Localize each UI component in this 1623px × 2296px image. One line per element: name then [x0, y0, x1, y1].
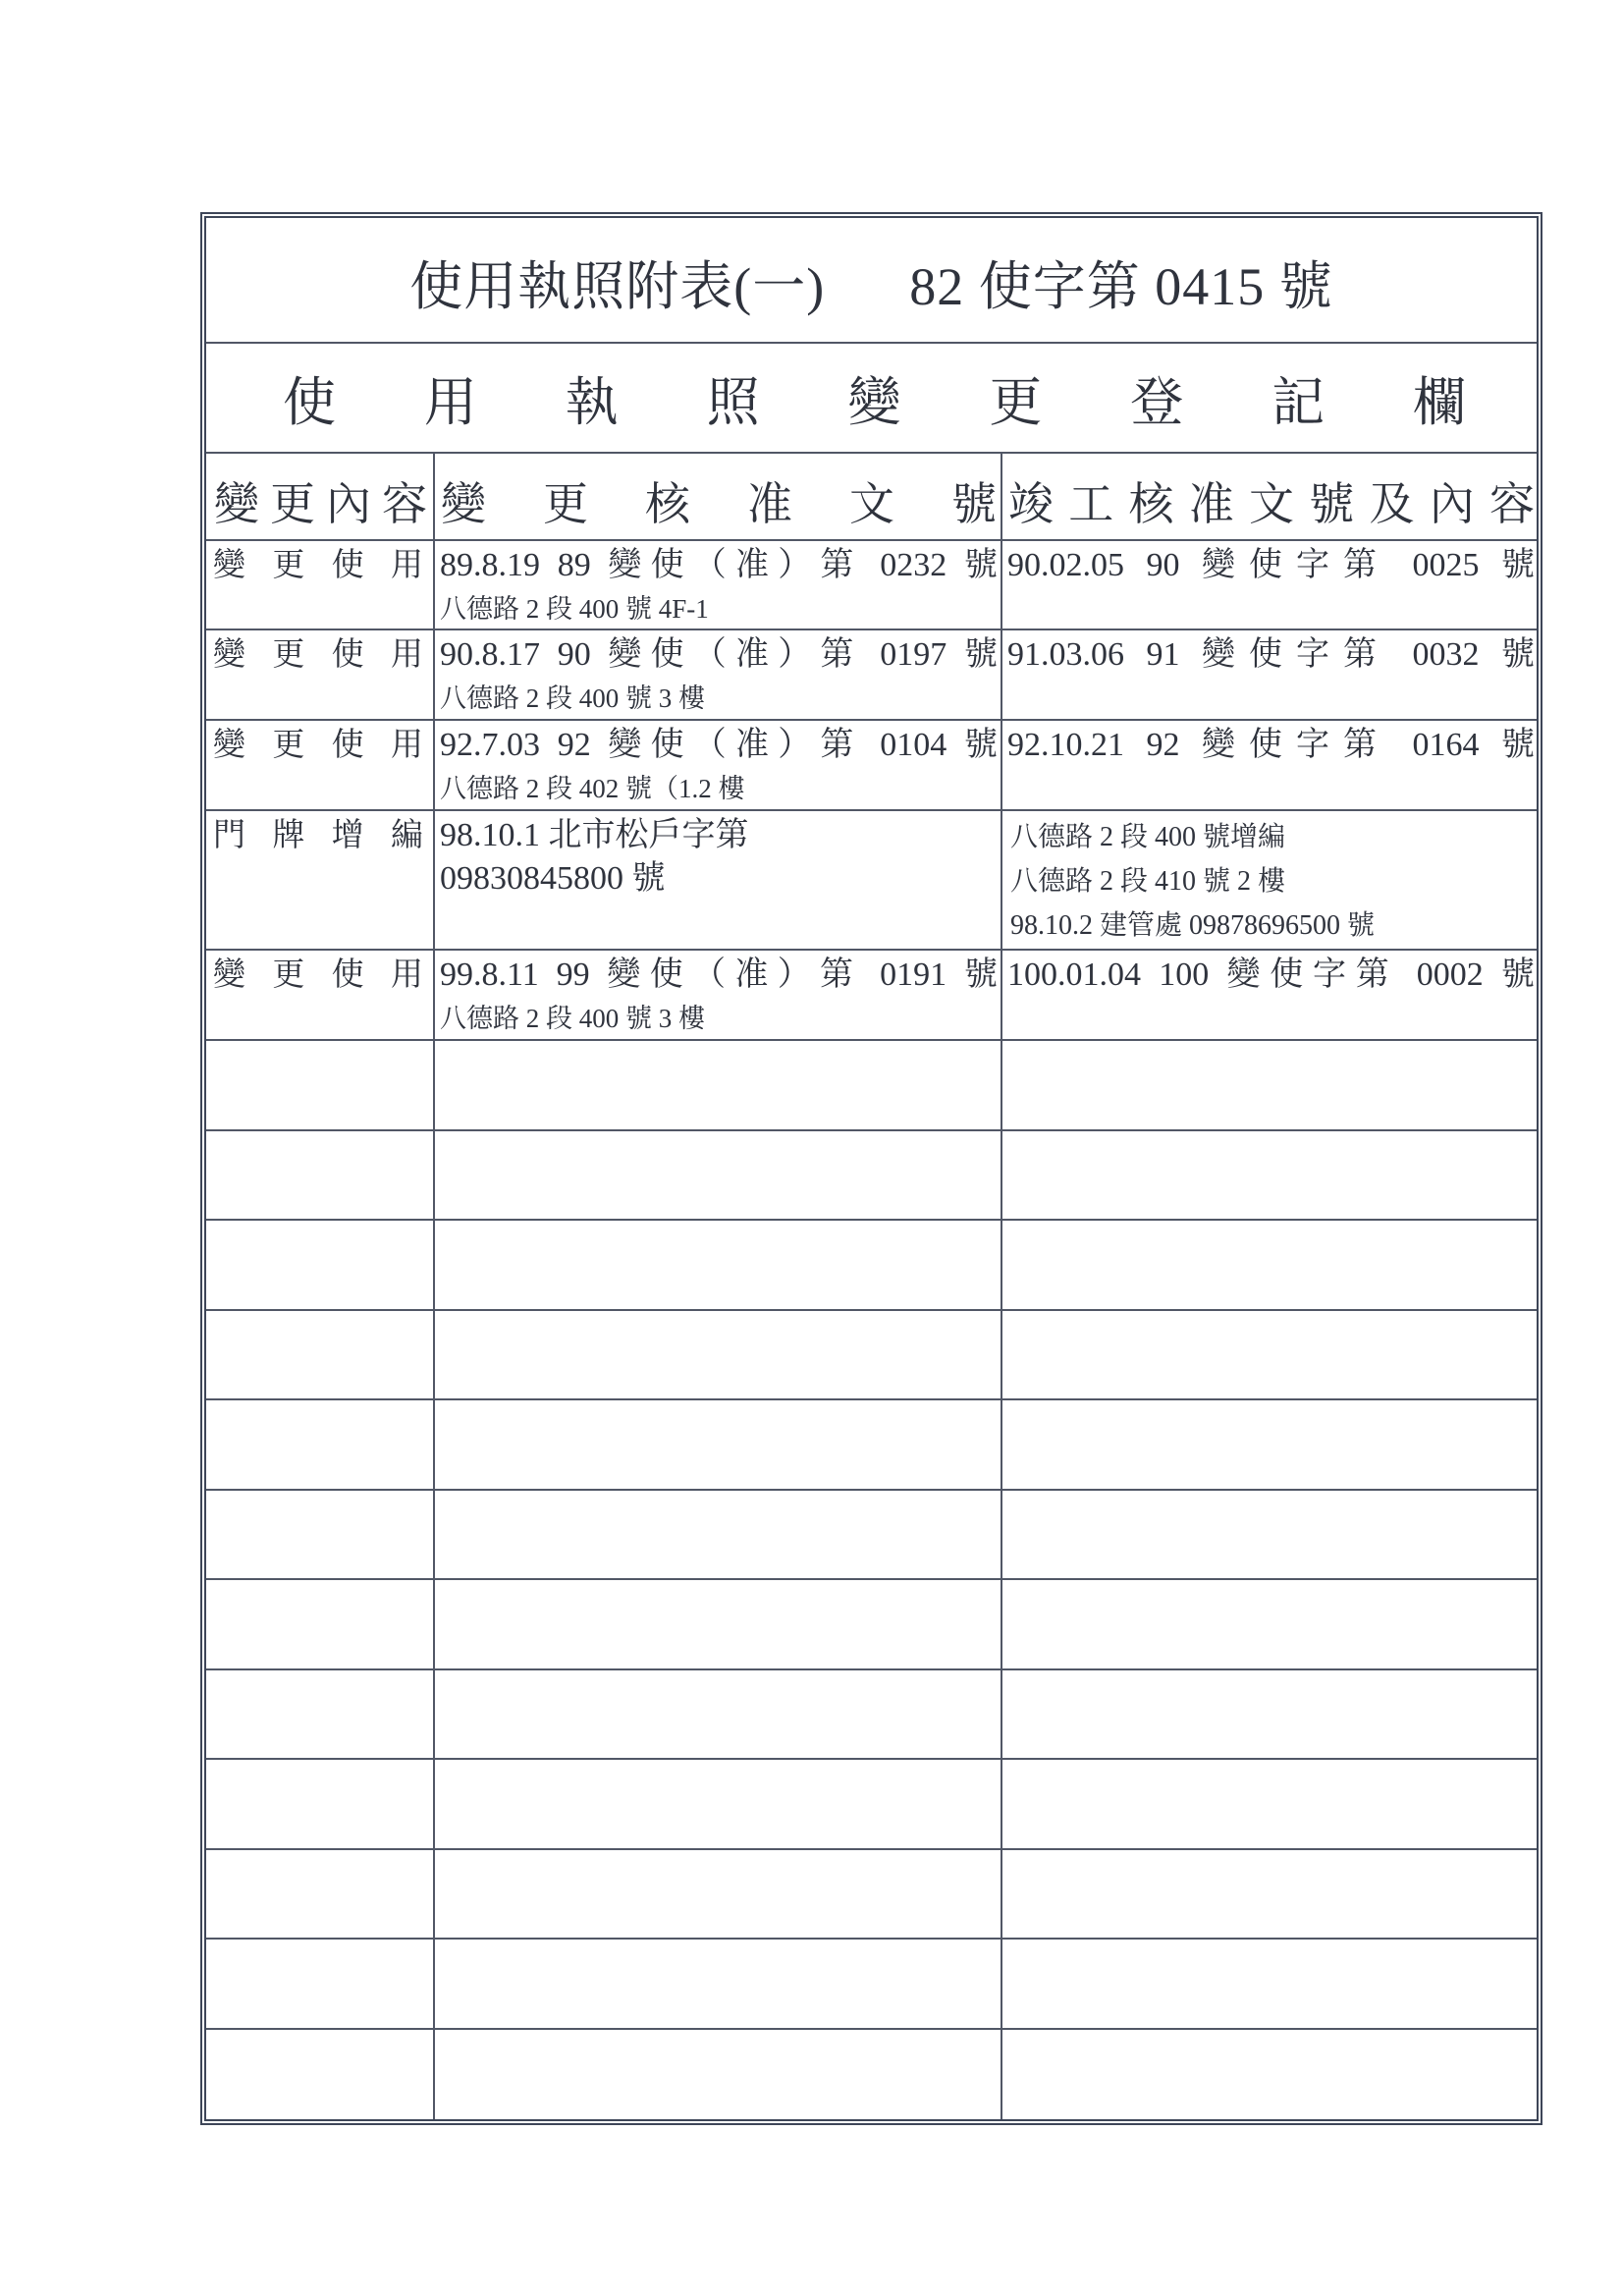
completion-number-line: 90.02.05 90 變使字第 0025 號: [1007, 547, 1535, 583]
empty-cell: [1002, 1760, 1537, 1850]
completion-cell: [1002, 721, 1537, 811]
empty-cell: [206, 1311, 435, 1401]
empty-cell: [206, 1580, 435, 1670]
completion-detail-line: 八德路 2 段 400 號增編: [1010, 822, 1286, 852]
completion-detail-line: 八德路 2 段 410 號 2 樓: [1010, 866, 1286, 897]
empty-cell: [206, 1041, 435, 1131]
change-content-cell: [206, 951, 435, 1041]
empty-cell: [206, 1491, 435, 1581]
approval-number-cell: [435, 541, 1002, 630]
empty-cell: [435, 1131, 1002, 1222]
section-heading: 使 用 執 照 變 更 登 記 欄: [283, 372, 1466, 432]
empty-cell: [206, 1850, 435, 1941]
change-content-text: 門 牌 增 編: [213, 818, 423, 853]
empty-cell: [435, 1221, 1002, 1311]
approval-number-line: 99.8.11 99 變使（准）第 0191 號: [440, 957, 998, 993]
approval-number-cell: [435, 951, 1002, 1041]
approval-number-line: 98.10.1 北市松戶字第: [440, 817, 749, 853]
section-heading-row: [206, 344, 1537, 454]
completion-cell: [1002, 811, 1537, 951]
approval-address-line: 八德路 2 段 402 號（1.2 樓: [440, 774, 745, 803]
change-content-cell: [206, 721, 435, 811]
empty-cell: [206, 1940, 435, 2030]
column-header-label: 變 更 核 准 文 號: [441, 478, 997, 529]
empty-cell: [435, 1760, 1002, 1850]
permit-number: 82 使字第 0415 號: [909, 256, 1333, 316]
empty-cell: [1002, 2030, 1537, 2120]
empty-cell: [435, 1940, 1002, 2030]
approval-number-cell: [435, 630, 1002, 721]
empty-cell: [206, 1760, 435, 1850]
empty-cell: [1002, 1670, 1537, 1761]
title-row: [206, 218, 1537, 344]
permit-change-register-table: [200, 212, 1542, 2125]
completion-number-line: 91.03.06 91 變使字第 0032 號: [1007, 636, 1535, 673]
empty-cell: [1002, 1580, 1537, 1670]
change-content-text: 變 更 使 用: [213, 548, 423, 583]
empty-cell: [435, 1400, 1002, 1491]
empty-cell: [435, 1580, 1002, 1670]
empty-cell: [206, 1400, 435, 1491]
empty-cell: [435, 2030, 1002, 2120]
empty-cell: [1002, 1041, 1537, 1131]
document-title: 使用執照附表(一): [409, 256, 826, 316]
empty-cell: [435, 1670, 1002, 1761]
approval-number-line: 89.8.19 89 變使（准）第 0232 號: [440, 547, 998, 583]
empty-cell: [1002, 1400, 1537, 1491]
empty-cell: [206, 2030, 435, 2120]
empty-cell: [206, 1221, 435, 1311]
empty-cell: [435, 1850, 1002, 1941]
column-header-change-approval-no: [435, 454, 1002, 541]
column-header-change-content: [206, 454, 435, 541]
change-content-text: 變 更 使 用: [213, 637, 423, 673]
change-content-cell: [206, 811, 435, 951]
change-content-cell: [206, 541, 435, 630]
empty-cell: [206, 1670, 435, 1761]
empty-cell: [435, 1041, 1002, 1131]
change-content-text: 變 更 使 用: [213, 728, 423, 763]
empty-cell: [435, 1311, 1002, 1401]
empty-cell: [435, 1491, 1002, 1581]
completion-detail-line: 98.10.2 建管處 09878696500 號: [1010, 910, 1376, 941]
column-header-label: 變更內容: [214, 478, 427, 529]
approval-number-line: 92.7.03 92 變使（准）第 0104 號: [440, 727, 998, 763]
approval-number-cell: [435, 721, 1002, 811]
column-header-label: 竣工核准文號及內容: [1008, 478, 1535, 529]
completion-number-line: 92.10.21 92 變使字第 0164 號: [1007, 727, 1535, 763]
approval-address-line: 八德路 2 段 400 號 4F-1: [440, 594, 709, 624]
empty-cell: [1002, 1940, 1537, 2030]
completion-cell: [1002, 541, 1537, 630]
change-content-cell: [206, 630, 435, 721]
empty-cell: [1002, 1221, 1537, 1311]
completion-cell: [1002, 630, 1537, 721]
change-content-text: 變 更 使 用: [213, 957, 423, 993]
approval-number-line: 90.8.17 90 變使（准）第 0197 號: [440, 636, 998, 673]
approval-number-line: 09830845800 號: [440, 860, 666, 897]
empty-cell: [1002, 1131, 1537, 1222]
empty-cell: [206, 1131, 435, 1222]
empty-cell: [1002, 1850, 1537, 1941]
empty-cell: [1002, 1311, 1537, 1401]
completion-number-line: 100.01.04 100 變使字第 0002 號: [1007, 957, 1535, 993]
approval-number-cell: [435, 811, 1002, 951]
completion-cell: [1002, 951, 1537, 1041]
approval-address-line: 八德路 2 段 400 號 3 樓: [440, 1004, 705, 1033]
column-header-completion-approval: [1002, 454, 1537, 541]
approval-address-line: 八德路 2 段 400 號 3 樓: [440, 683, 705, 713]
empty-cell: [1002, 1491, 1537, 1581]
